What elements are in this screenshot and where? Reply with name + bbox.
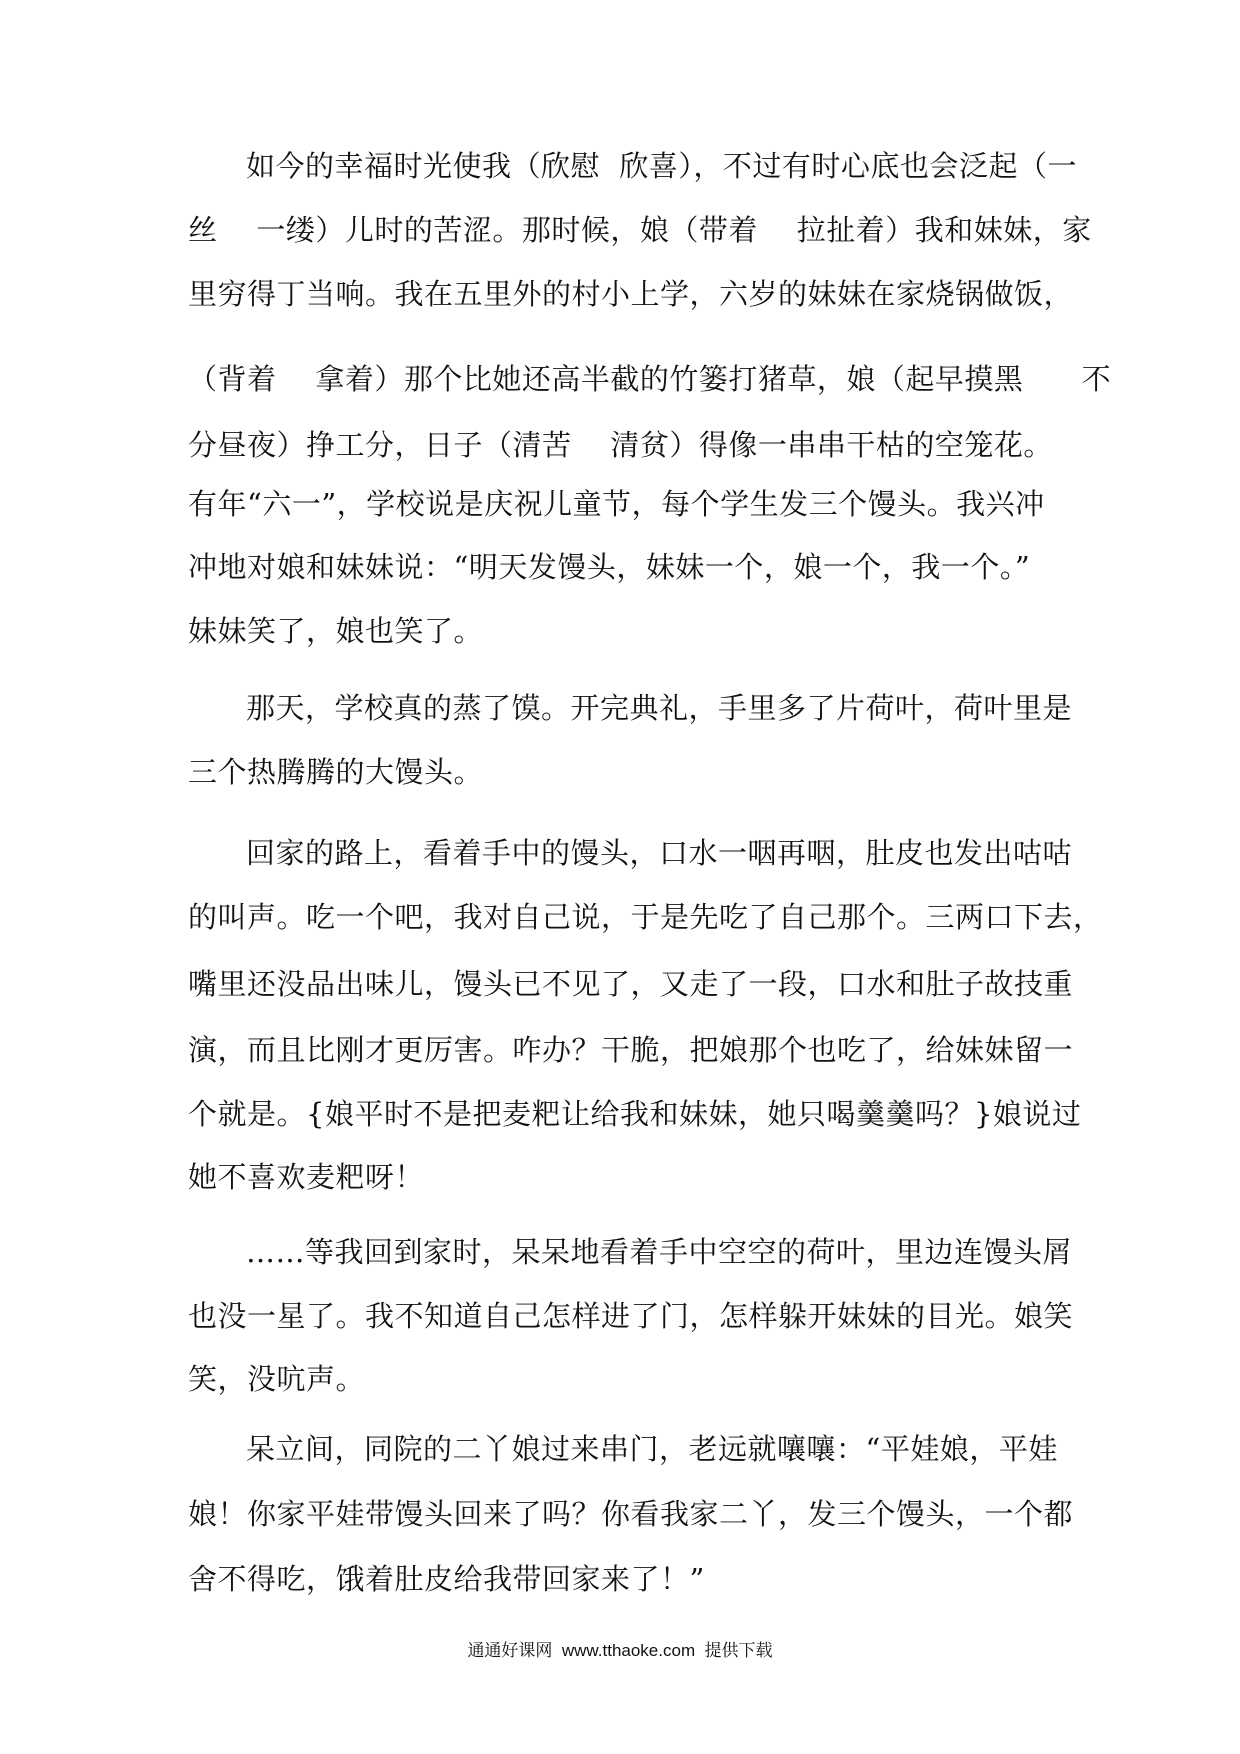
text-line: 里穷得丁当响。我在五里外的村小上学，六岁的妹妹在家烧锅做饭， <box>188 277 1074 311</box>
text-line: ……等我回到家时，呆呆地看着手中空空的荷叶，里边连馒头屑 <box>246 1235 1073 1269</box>
text-line: 嘴里还没品出味儿，馒头已不见了，又走了一段，口水和肚子故技重 <box>188 967 1074 1001</box>
page-footer: 通通好课网 www.tthaoke.com 提供下载 <box>467 1641 773 1660</box>
text-line: （背着 拿着）那个比她还高半截的竹篓打猪草，娘（起早摸黑 不 <box>188 362 1112 396</box>
text-line: 有年“六一”，学校说是庆祝儿童节，每个学生发三个馒头。我兴冲 <box>188 487 1045 521</box>
text-line: 的叫声。吃一个吧，我对自己说，于是先吃了自己那个。三两口下去， <box>188 900 1103 934</box>
text-line: 娘！你家平娃带馒头回来了吗？你看我家二丫，发三个馒头，一个都 <box>188 1497 1074 1531</box>
text-line: 分昼夜）挣工分，日子（清苦 清贫）得像一串串干枯的空笼花。 <box>188 428 1053 462</box>
text-line: 三个热腾腾的大馒头。 <box>188 755 484 789</box>
text-line: 也没一星了。我不知道自己怎样进了门，怎样躲开妹妹的目光。娘笑 <box>188 1299 1074 1333</box>
text-line: 丝 一缕）儿时的苦涩。那时候，娘（带着 拉扯着）我和妹妹，家 <box>188 213 1092 247</box>
text-line: 如今的幸福时光使我（欣慰 欣喜），不过有时心底也会泛起（一 <box>246 149 1077 183</box>
text-line: 舍不得吃，饿着肚皮给我带回家来了！” <box>188 1562 705 1596</box>
text-line: 个就是。{娘平时不是把麦粑让给我和妹妹，她只喝羹羹吗？}娘说过 <box>188 1097 1082 1131</box>
text-line: 呆立间，同院的二丫娘过来串门，老远就嚷嚷：“平娃娘，平娃 <box>246 1432 1058 1466</box>
text-line: 笑，没吭声。 <box>188 1362 366 1396</box>
text-line: 演，而且比刚才更厉害。咋办？干脆，把娘那个也吃了，给妹妹留一 <box>188 1033 1074 1067</box>
text-line: 妹妹笑了，娘也笑了。 <box>188 614 484 648</box>
text-line: 冲地对娘和妹妹说：“明天发馒头，妹妹一个，娘一个，我一个。” <box>188 550 1031 584</box>
text-line: 那天，学校真的蒸了馍。开完典礼，手里多了片荷叶，荷叶里是 <box>246 691 1073 725</box>
text-line: 回家的路上，看着手中的馒头，口水一咽再咽，肚皮也发出咕咕 <box>246 836 1073 870</box>
text-line: 她不喜欢麦粑呀！ <box>188 1160 425 1194</box>
